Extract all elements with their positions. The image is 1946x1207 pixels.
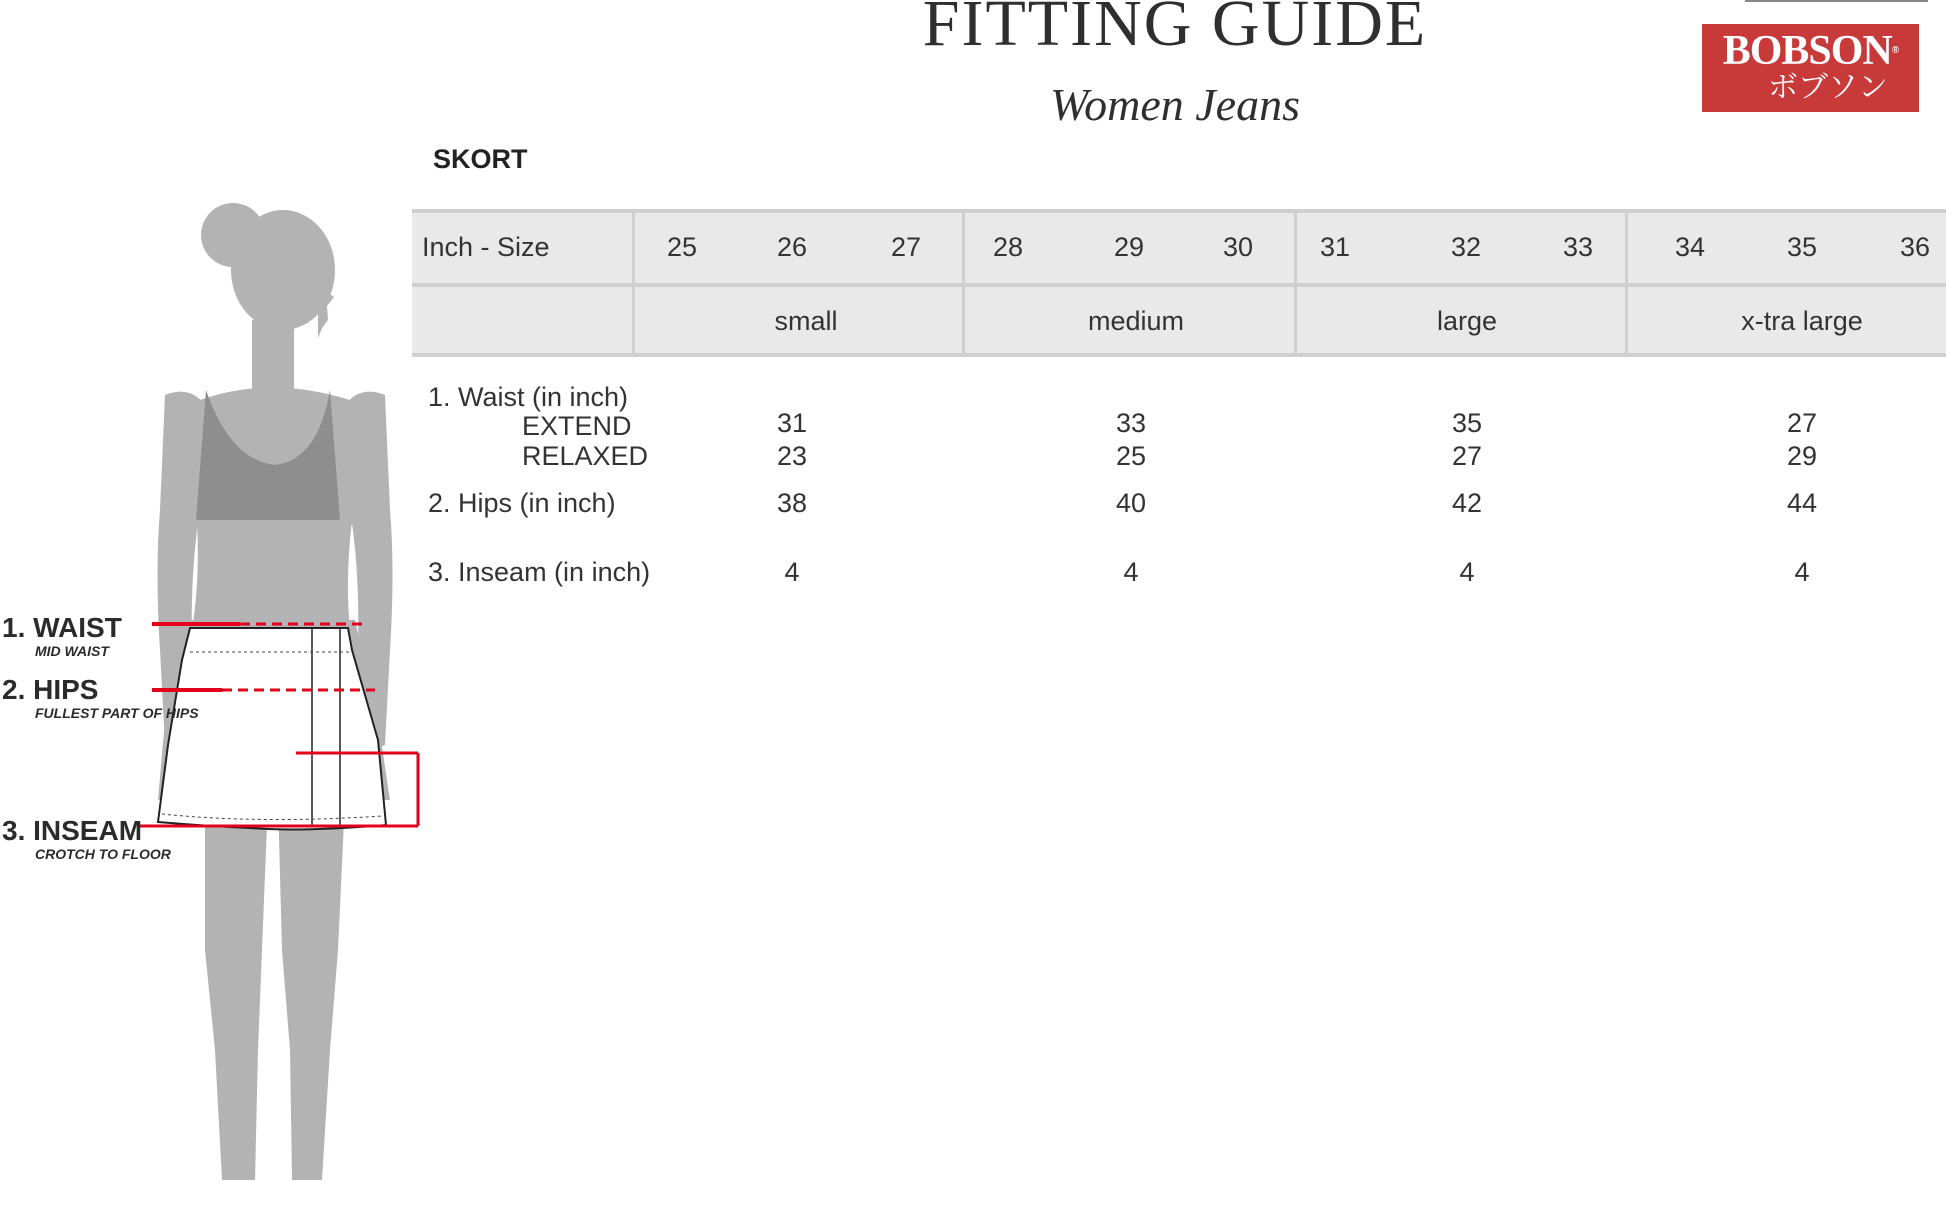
size-band <box>412 213 1946 283</box>
hips-row-label: 2. Hips (in inch) <box>428 488 616 518</box>
column-divider <box>1294 212 1297 353</box>
size-header-label: Inch - Size <box>422 232 550 262</box>
category-cell: x-tra large <box>1741 306 1863 336</box>
hips-value: 44 <box>1786 488 1818 518</box>
inseam-label: 3. INSEAM <box>2 815 143 846</box>
brand-logo: BOBSON® ボブソン <box>1702 24 1919 112</box>
inseam-value: 4 <box>784 557 800 587</box>
hips-label: 2. HIPS <box>2 674 99 705</box>
waist-extend-value: 33 <box>1115 408 1147 438</box>
extend-label: EXTEND <box>522 411 632 441</box>
column-divider <box>962 212 965 353</box>
waist-relaxed-value: 25 <box>1115 441 1147 471</box>
inseam-value: 4 <box>1794 557 1810 587</box>
size-cell: 27 <box>890 232 922 262</box>
size-cell: 33 <box>1562 232 1594 262</box>
logo-rule <box>1745 0 1928 2</box>
inseam-value: 4 <box>1123 557 1139 587</box>
table-bottom-rule <box>412 353 1946 357</box>
category-cell: large <box>1436 306 1498 336</box>
hips-value: 40 <box>1115 488 1147 518</box>
waist-relaxed-value: 23 <box>776 441 808 471</box>
hips-value: 42 <box>1451 488 1483 518</box>
product-name: SKORT <box>433 144 528 174</box>
inseam-sublabel: CROTCH TO FLOOR <box>35 846 171 862</box>
waist-sublabel: MID WAIST <box>35 643 109 659</box>
relaxed-label: RELAXED <box>522 441 649 471</box>
brand-kana: ボブソン <box>1768 71 1888 104</box>
size-cell: 36 <box>1899 232 1931 262</box>
hips-sublabel: FULLEST PART OF HIPS <box>35 705 199 721</box>
page-subtitle: Women Jeans <box>1050 79 1300 130</box>
size-cell: 29 <box>1113 232 1145 262</box>
waist-extend-value: 35 <box>1451 408 1483 438</box>
size-cell: 28 <box>992 232 1024 262</box>
size-cell: 35 <box>1786 232 1818 262</box>
column-divider <box>632 212 635 353</box>
category-cell: medium <box>1087 306 1185 336</box>
size-cell: 34 <box>1674 232 1706 262</box>
inseam-value: 4 <box>1459 557 1475 587</box>
size-cell: 31 <box>1319 232 1351 262</box>
size-cell: 30 <box>1222 232 1254 262</box>
size-cell: 25 <box>666 232 698 262</box>
waist-extend-value: 31 <box>776 408 808 438</box>
waist-row-label: 1. Waist (in inch) <box>428 382 629 412</box>
hips-value: 38 <box>776 488 808 518</box>
waist-relaxed-value: 29 <box>1786 441 1818 471</box>
column-divider <box>1625 212 1628 353</box>
size-cell: 32 <box>1450 232 1482 262</box>
category-cell: small <box>774 306 838 336</box>
inseam-row-label: 3. Inseam (in inch) <box>428 557 651 587</box>
waist-label: 1. WAIST <box>2 612 122 643</box>
brand-name: BOBSON <box>1722 28 1892 74</box>
waist-extend-value: 27 <box>1786 408 1818 438</box>
waist-relaxed-value: 27 <box>1451 441 1483 471</box>
page-title: FITTING GUIDE <box>922 0 1428 60</box>
size-cell: 26 <box>776 232 808 262</box>
